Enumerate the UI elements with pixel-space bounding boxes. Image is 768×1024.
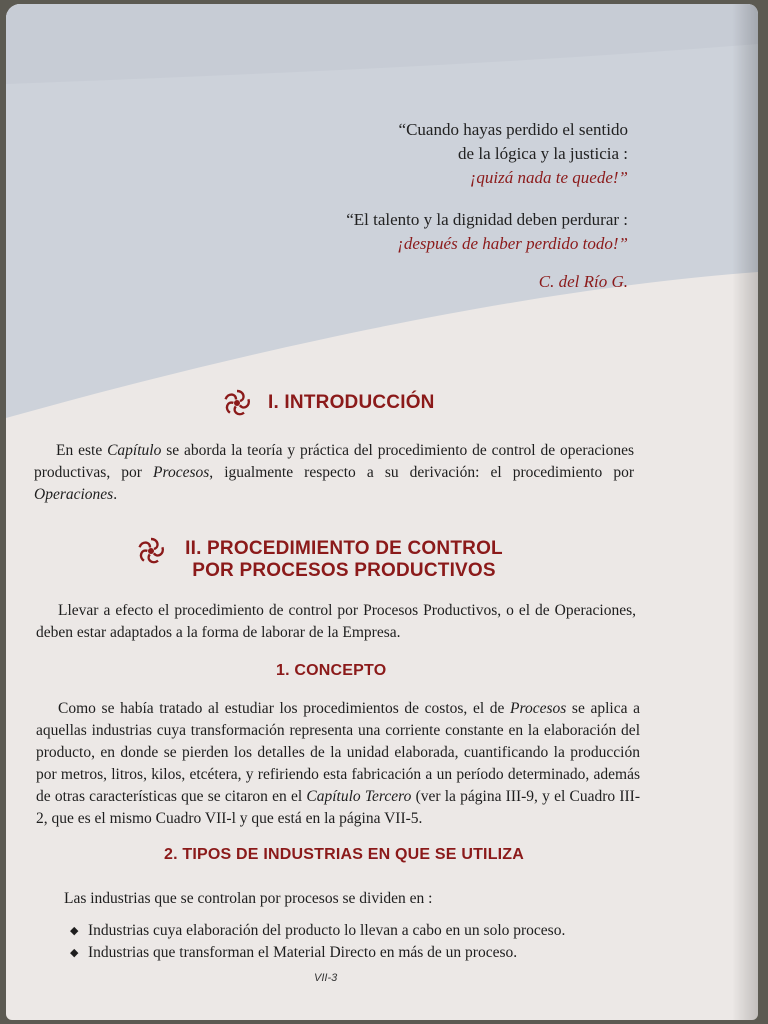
concept-paragraph: Como se había tratado al estudiar los procedimientos de costos, el de Procesos se aplica a aquellas industrias cuya transformación representa una corriente constante en la elaboración del producto, en donde se pierden los detalles de la unidad elaborada, cuantificando la producción por metros, litros, kilos, etcétera, y refiriendo esta fabricación a un período determinado, además de otras características que se citaron en el Capítulo Tercero (ver la página III-9, y el Cuadro III-2, que es el mismo Cuadro VII-l y que está en la página VII-5. bbox=[36, 700, 641, 827]
diamond-bullet-icon: ◆ bbox=[70, 925, 79, 937]
epigraph-line: “Cuando hayas perdido el sentido bbox=[398, 120, 628, 139]
spiral-flower-icon bbox=[220, 386, 254, 420]
intro-paragraph: En este Capítulo se aborda la teoría y práctica del procedimiento de control de operaciones productivas, por Procesos, igualmente respecto a su derivación: el procedimiento por Operaciones. bbox=[34, 442, 634, 503]
section-title: II. PROCEDIMIENTO DE CONTROL POR PROCESOS PRODUCTIVOS bbox=[185, 538, 503, 581]
spiral-flower-icon bbox=[134, 534, 168, 568]
list-item: ◆ Industrias cuya elaboración del producto lo llevan a cabo en un solo proceso. bbox=[66, 920, 626, 942]
subsection-title: 1. CONCEPTO bbox=[276, 662, 387, 679]
epigraph-line: ¡quizá nada te quede!” bbox=[469, 168, 628, 187]
types-intro: Las industrias que se controlan por procesos se dividen en : bbox=[64, 890, 433, 907]
section-title: I. INTRODUCCIÓN bbox=[268, 392, 435, 413]
diamond-bullet-icon: ◆ bbox=[70, 947, 79, 959]
epigraph-line: “El talento y la dignidad deben perdurar : bbox=[346, 210, 628, 229]
book-page bbox=[6, 4, 758, 1020]
page-number: VII-3 bbox=[314, 972, 338, 984]
epigraph bbox=[208, 118, 628, 306]
epigraph-line: ¡después de haber perdido todo!” bbox=[397, 234, 628, 253]
section-intro-paragraph: Llevar a efecto el procedimiento de control por Procesos Productivos, o el de Operaciones, deben estar adaptados a la forma de laborar de la Empresa. bbox=[36, 602, 636, 641]
epigraph-line: de la lógica y la justicia : bbox=[458, 144, 628, 163]
subsection-title: 2. TIPOS DE INDUSTRIAS EN QUE SE UTILIZA bbox=[164, 846, 525, 863]
industry-types-list bbox=[66, 920, 626, 964]
epigraph-author: C. del Río G. bbox=[538, 272, 628, 291]
list-item: ◆ Industrias que transforman el Material Directo en más de un proceso. bbox=[66, 942, 626, 964]
page-edge-shadow bbox=[732, 4, 758, 1020]
